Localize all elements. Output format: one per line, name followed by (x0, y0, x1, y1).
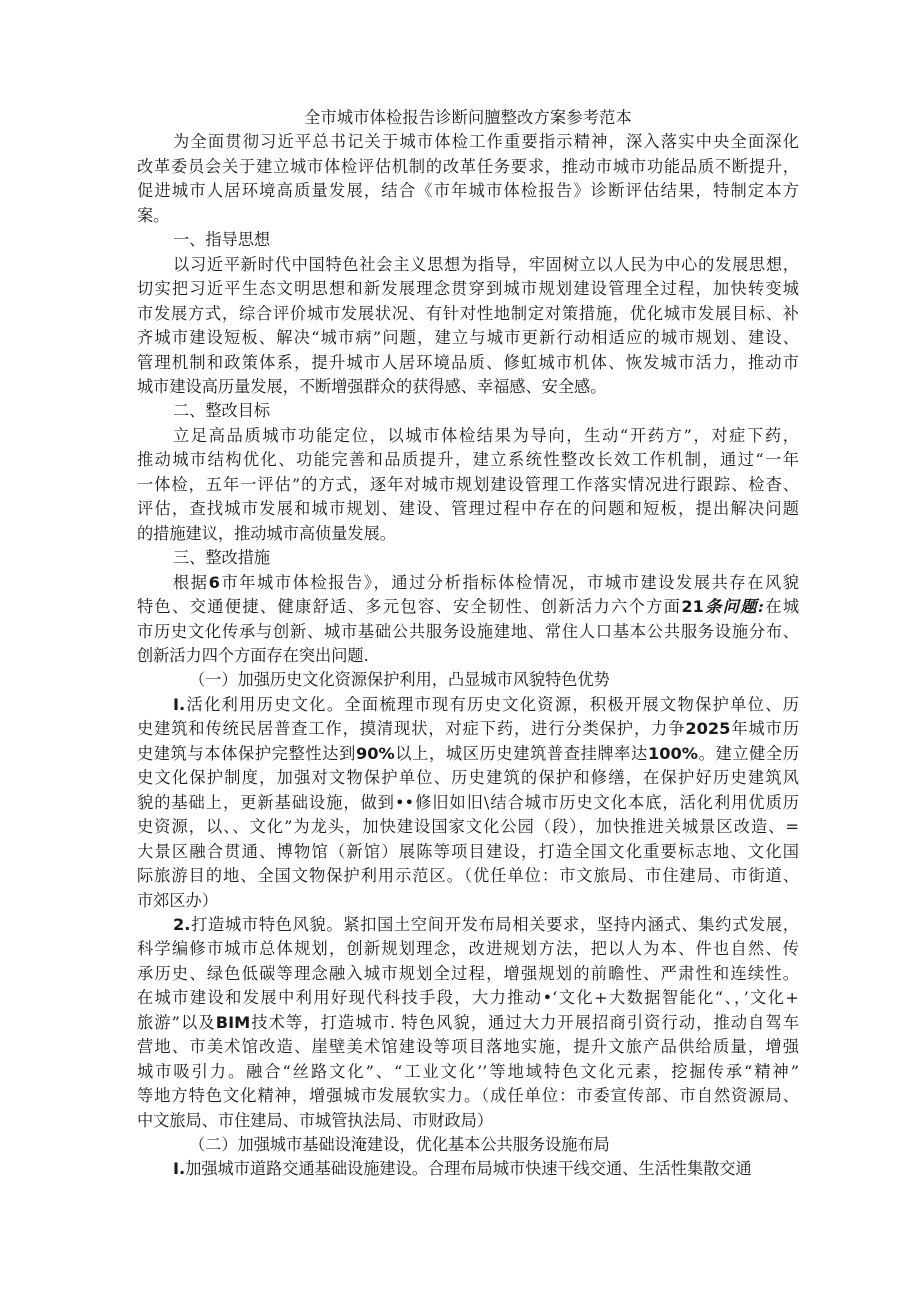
text-line: 等地方特色文化精神，增强城市发展软实力。（成任单位：市委宣传部、市自然资源局、 (137, 1086, 799, 1106)
text-run: 以上，城区历史建筑普查挂牌率达 (394, 743, 648, 763)
text-line: 切实把习近平生态文明思想和新发展理念贯穿到城市规划建设管理全过程，加快转变城 (137, 279, 799, 299)
text-line: 承历史、绿色低碳等理念融入城市规划全过程，增强规划的前瞻性、严肃性和连续性。 (137, 963, 799, 983)
text-line: 大景区融合贯通、博物馆（新馆）展陈等项目建设，打造全国文化重要标志地、文化国 (137, 841, 799, 861)
text-line: 一体检，五年一评估”的方式，逐年对城市规划建设管理工作落实情况进行跟踪、检杳、 (137, 474, 799, 494)
text-line: 一、指导思想 (173, 230, 271, 250)
text-line: 在城市建设和发展中利用好现代科技手段，大力推动•‘文化+大数据智能化“、，’文化+ (137, 988, 799, 1008)
text-line: 创新活力四个方面存在突出问题. (137, 645, 369, 665)
text-line: 科学编修市城市总体规划，创新规划理念，改进规划方法，把以人为本、件也自然、传 (137, 939, 799, 959)
text-line: 中文旅局、市住建局、市城管执法局、市财政局） (137, 1110, 494, 1130)
text-line: 为全面贯彻习近平总书记关于城市体检工作重要指示精神，深入落实中央全面深化 (173, 132, 799, 152)
italic-text-run: 条问题: (703, 597, 764, 617)
section-heading (137, 228, 799, 252)
text-line: 立足高品质城市功能定位，以城市体检结果为导向，生动“开药方”，对症下药， (173, 425, 799, 445)
body-paragraph (137, 253, 799, 400)
section-heading (137, 546, 799, 570)
bold-text-run: BIM (215, 1012, 251, 1032)
text-line (137, 742, 799, 766)
text-line: 推动城市结构优化、功能完善和品质提升，建立系统性整改长效工作机制，通过“一年 (137, 450, 799, 470)
subsection-heading (137, 1133, 799, 1157)
text-line: 评估，查找城市发展和城市规划、建设、管理过程中存在的问题和短板，提出解决问题 (137, 499, 799, 519)
text-run: 特色、交通便捷、健康舒适、多元包容、安全韧性、创新活力六个方面 (137, 597, 682, 617)
bold-text-run: I. (173, 694, 186, 714)
section-heading (137, 399, 799, 423)
text-line: 的措施建议，推动城市高侦量发展。 (137, 523, 396, 543)
text-line (137, 1157, 799, 1181)
bold-text-run: 2025 (685, 719, 731, 739)
text-run: 年城市历 (730, 719, 799, 739)
text-line: 全市城市体检报告诊断问膻整改方案参考范本 (304, 108, 632, 127)
text-run: 打造城市特色风貌。紧扣国土空间开发布局相关要求，坚持内涵式、集约式发展， (190, 914, 799, 934)
text-run: 旅游”以及 (137, 1012, 216, 1032)
text-run: 技术等，打造城市. 特色风貌，通过大力开展招商引资行动，推动自驾车 (250, 1012, 799, 1032)
text-line: 案。 (137, 205, 170, 225)
text-line: 改革委员会关于建立城市体检评估机制的改革任务要求，推动市城市功能品质不断提升， (137, 156, 799, 176)
text-line: 史文化保护制度，加强对文物保护单位、历史建筑的保护和修缮，在保护好历史建筑风 (137, 768, 799, 788)
numbered-item (137, 1157, 799, 1181)
text-line (137, 717, 799, 741)
text-run: 市年城市体检报告》，通过分析指标体检情况，市城市建设发展共存在风貌 (219, 572, 799, 592)
text-line (137, 571, 799, 595)
text-line (137, 913, 799, 937)
text-line (137, 693, 799, 717)
text-run: 。建立健全历 (697, 743, 799, 763)
text-line (137, 1011, 799, 1035)
text-line: 以习近平新时代中国特色社会主义思想为指导，牢固树立以人民为中心的发展思想， (173, 254, 799, 274)
bold-text-run: 2. (173, 914, 191, 934)
text-line: 貌的基础上，更新基础设施，做到••修旧如旧\结合城市历史文化本底，活化利用优质历 (137, 792, 799, 812)
subsection-heading (137, 668, 799, 692)
bold-text-run: 90% (355, 743, 395, 763)
text-line: 促进城市人居环境高质量发展，结合《市年城市体检报告》诊断评估结果，特制定本方 (137, 181, 799, 201)
text-run: 加强城市道路交通基础设施建设。合理布局城市快速干线交通、生活性集散交通 (185, 1159, 752, 1179)
body-paragraph (137, 130, 799, 228)
text-line: 营地、市美术馆改造、崖壁美术馆建设等项目落地实施，提升文旅产品供给质量，增强 (137, 1037, 799, 1057)
text-line: 城市吸引力。融合“丝路文化”、“工业文化’’等地域特色文化元素，挖掘传承“精神” (137, 1061, 799, 1081)
bold-text-run: 6 (208, 572, 220, 592)
text-run: 根据 (173, 572, 209, 592)
numbered-item (137, 693, 799, 913)
text-line: （二）加强城市基础设淹建设，优化基本公共服务设施布局 (189, 1135, 610, 1155)
text-line: 市郊区办） (137, 890, 218, 910)
text-line: 城市建设高历量发展，不断增强群众的获得感、幸福感、安全感。 (137, 376, 607, 396)
text-line: 三、整改措施 (173, 548, 271, 568)
text-run: 活化利用历史文化。全面梳理市现有历史文化资源，积极开展文物保护单位、历 (185, 694, 799, 714)
text-line: 管理机制和政策体系，提升城市人居环境品质、修虹城市机体、恢发城市活力，推动市 (137, 352, 799, 372)
bold-text-run: I. (173, 1159, 186, 1179)
text-line: 齐城市建设短板、解决“城市病”问题，建立与城市更新行动相适应的城市规划、建设、 (137, 328, 799, 348)
numbered-item (137, 913, 799, 1133)
bold-text-run: 21 (681, 597, 704, 617)
text-line: 市发展方式，综合评价城市发展状况、有针对性地制定对策措施，优化城市发展目标、补 (137, 303, 799, 323)
text-run: 史建筑与本体保护完整性达到 (137, 743, 356, 763)
document-title (137, 106, 799, 130)
text-line (137, 595, 799, 619)
body-paragraph (137, 571, 799, 669)
document-page (137, 106, 799, 1182)
text-line: 际旅游目的地、全国文物保护利用示范区。（优任单位：市文旅局、市住建局、市街道、 (137, 866, 799, 886)
text-run: 史建筑和传统民居普查工作，摸清现状，对症下药，进行分类保护，力争 (137, 719, 686, 739)
bold-text-run: 100% (647, 743, 698, 763)
text-line: （一）加强历史文化资源保护利用，凸显城市风貌特色优势 (189, 670, 610, 690)
text-run: 在城 (763, 597, 799, 617)
text-line: 二、整改目标 (173, 401, 271, 421)
body-paragraph (137, 424, 799, 546)
text-line: 史资源，以、、文化”为龙头，加快建设国家文化公园（段），加快推进关城景区改造、= (137, 817, 799, 837)
text-line: 市历史文化传承与创新、城市基础公共服务设施建地、常住人口基本公共服务设施分布、 (137, 621, 799, 641)
